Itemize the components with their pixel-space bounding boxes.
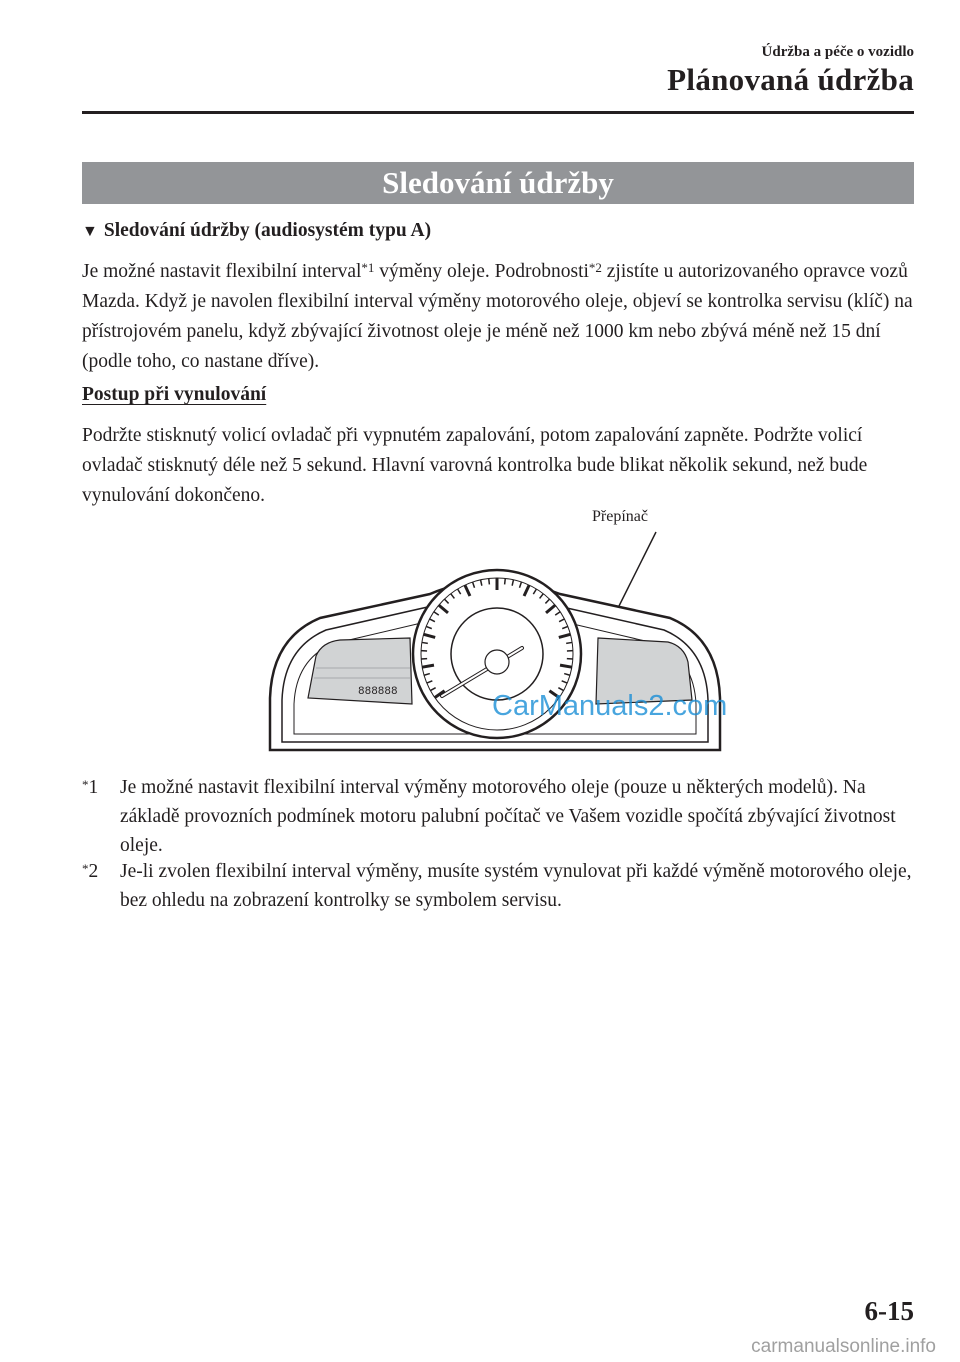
- page-number: 6-15: [864, 1296, 914, 1326]
- odometer-readout: 888888: [358, 686, 398, 698]
- figure-watermark: CarManuals2.com: [492, 690, 728, 722]
- speedometer-tick: [566, 642, 572, 643]
- intro-paragraph: Je možné nastavit flexibilní interval$^{*1}$ výměny oleje. Podrobnosti$^{*2}$ zjistíte u autorizovaného opravce vozů Mazda. Když je navolen flexibilní interval výměny motorového oleje, objeví se kontrolka servisu (klíč) na přístrojovém panelu, když zbývající životnost oleje je méně než 1000 km nebo zbývá méně než 15 dní (podle toho, co nastane dříve).: [82, 260, 913, 372]
- header-rule: [82, 111, 914, 114]
- footnote-1-text: Je možné nastavit flexibilní interval výměny motorového oleje (pouze u některých modelů). Na základě provozních podmínek motoru palubní počítač ve Vašem vozidle spočítá zbývající životnost oleje.: [120, 777, 896, 856]
- speedometer-tick: [489, 578, 490, 584]
- section-banner: Sledování údržby: [82, 162, 914, 204]
- figure-callout-label: Přepínač: [592, 508, 648, 525]
- speedometer-tick: [505, 578, 506, 584]
- footnote-1: [82, 773, 922, 860]
- speedometer-tick: [560, 665, 572, 667]
- site-watermark: carmanualsonline.info: [751, 1336, 936, 1357]
- subheading-text: Sledování údržby (audiosystém typu A): [103, 220, 432, 241]
- subheading: [82, 220, 431, 242]
- footnote-2: [82, 857, 922, 915]
- running-header-section: Údržba a péče o vozidlo: [761, 44, 914, 60]
- footnote-1-mark: *1: [82, 777, 99, 798]
- speedometer-tick: [422, 642, 428, 643]
- footnote-ref-1: *1: [361, 260, 375, 275]
- speedometer-tick: [422, 665, 434, 667]
- procedure-heading: Postup při vynulování: [82, 384, 267, 405]
- procedure-paragraph: Podržte stisknutý volicí ovladač při vypnutém zapalování, potom zapalování zapněte. Podržte volicí ovladač stisknutý déle než 5 sekund. Hlavní varovná kontrolka bude blikat několik sekund, než bude vynulování dokončeno.: [82, 425, 868, 506]
- footnote-2-text: Je-li zvolen flexibilní interval výměny, musíte systém vynulovat při každé výměně motorového oleje, bez ohledu na zobrazení kontrolky se symbolem servisu.: [120, 861, 912, 911]
- callout-line: [618, 532, 656, 608]
- footnote-2-mark: *2: [82, 861, 99, 882]
- running-header-title: Plánovaná údržba: [667, 62, 914, 97]
- instrument-cluster-figure: [260, 528, 730, 760]
- needle-hub: [485, 650, 509, 674]
- footnote-ref-2: *2: [588, 260, 602, 275]
- triangle-down-icon: ▼: [82, 223, 98, 240]
